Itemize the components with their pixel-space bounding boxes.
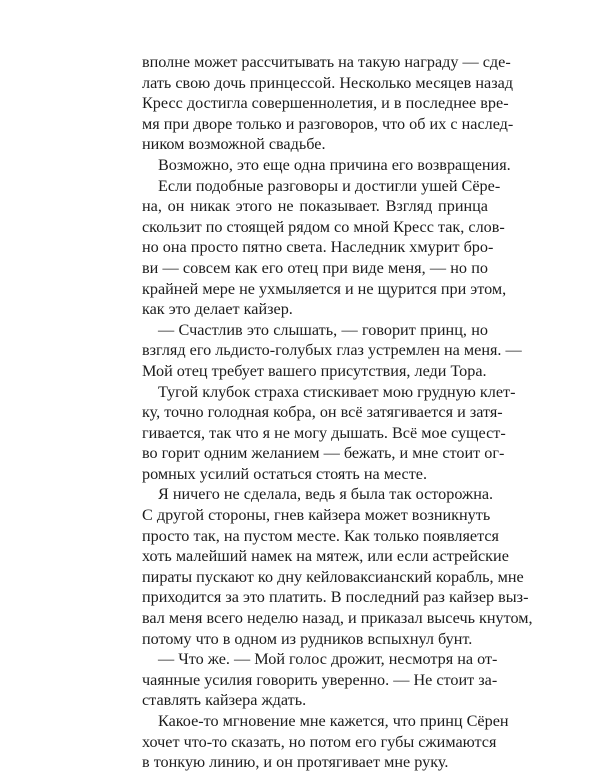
text-line: на, он никак этого не показывает. Взгляд принца [142, 197, 488, 216]
text-line: мя при дворе только и разговоров, что об их с наслед- [142, 114, 514, 133]
text-line: потому что в одном из рудников вспыхнул бунт. [142, 629, 473, 648]
text-line: гивается, так что я не могу дышать. Всё мое сущест- [142, 423, 506, 442]
text-line: ромных усилий остаться стоять на месте. [142, 464, 428, 483]
text-line: ставлять кайзера ждать. [142, 691, 307, 710]
text-line: в тонкую линию, и он протягивает мне руку. [142, 753, 449, 772]
text-line: приходится за это платить. В последний раз кайзер выз- [142, 588, 529, 607]
text-line: но она просто пятно света. Наследник хмурит бро- [142, 238, 494, 257]
text-line: хоть малейший намек на мятеж, или если астрейские [142, 547, 509, 566]
text-line: Какое-то мгновение мне кажется, что принц Сёрен [158, 712, 509, 730]
text-line: С другой стороны, гнев кайзера может возникнуть [142, 506, 491, 525]
text-line: просто так, на пустом месте. Как только появляется [142, 526, 499, 545]
text-line: — Что же. — Мой голос дрожит, несмотря на от- [158, 650, 498, 669]
text-line: крайней мере не ухмыляется и не щурится при этом, [142, 279, 507, 298]
text-line: пираты пускают ко дну кейловаксианский корабль, мне [142, 567, 524, 586]
text-line: скользит по стоящей рядом со мной Кресс так, слов- [142, 217, 505, 236]
text-line: ку, точно голодная кобра, он всё затягивается и затя- [142, 403, 503, 422]
text-line: Я ничего не сделала, ведь я была так осторожна. [158, 485, 494, 504]
text-line: Кресс достигла совершеннолетия, и в последнее вре- [142, 94, 509, 113]
text-line: взгляд его льдисто-голубых глаз устремлен на меня. — [142, 341, 522, 360]
text-line: лать свою дочь принцессой. Несколько месяцев назад [142, 73, 514, 92]
text-line: Возможно, это еще одна причина его возвращения. [158, 155, 511, 174]
text-line: вполне может рассчитывать на такую награду — сде- [142, 53, 511, 71]
text-line: как это делает кайзер. [142, 300, 293, 319]
text-line: Если подобные разговоры и достигли ушей Сёре- [158, 176, 501, 195]
book-page-text [142, 52, 533, 773]
text-line: — Счастлив это слышать, — говорит принц, но [158, 320, 488, 339]
text-line: ником возможной свадьбе. [142, 135, 326, 154]
text-line: хочет что-то сказать, но потом его губы сжимаются [142, 732, 497, 751]
text-line: во горит одним желанием — бежать, и мне стоит ог- [142, 444, 505, 463]
text-line: Мой отец требует вашего присутствия, леди Тора. [142, 361, 487, 380]
text-line: Тугой клубок страха стискивает мою грудную клет- [158, 382, 516, 401]
text-line: вал меня всего неделю назад, и приказал высечь кнутом, [142, 609, 533, 628]
text-line: ви — совсем как его отец при виде меня, — но по [142, 258, 488, 277]
text-line: чаянные усилия говорить уверенно. — Не стоит за- [142, 670, 498, 689]
